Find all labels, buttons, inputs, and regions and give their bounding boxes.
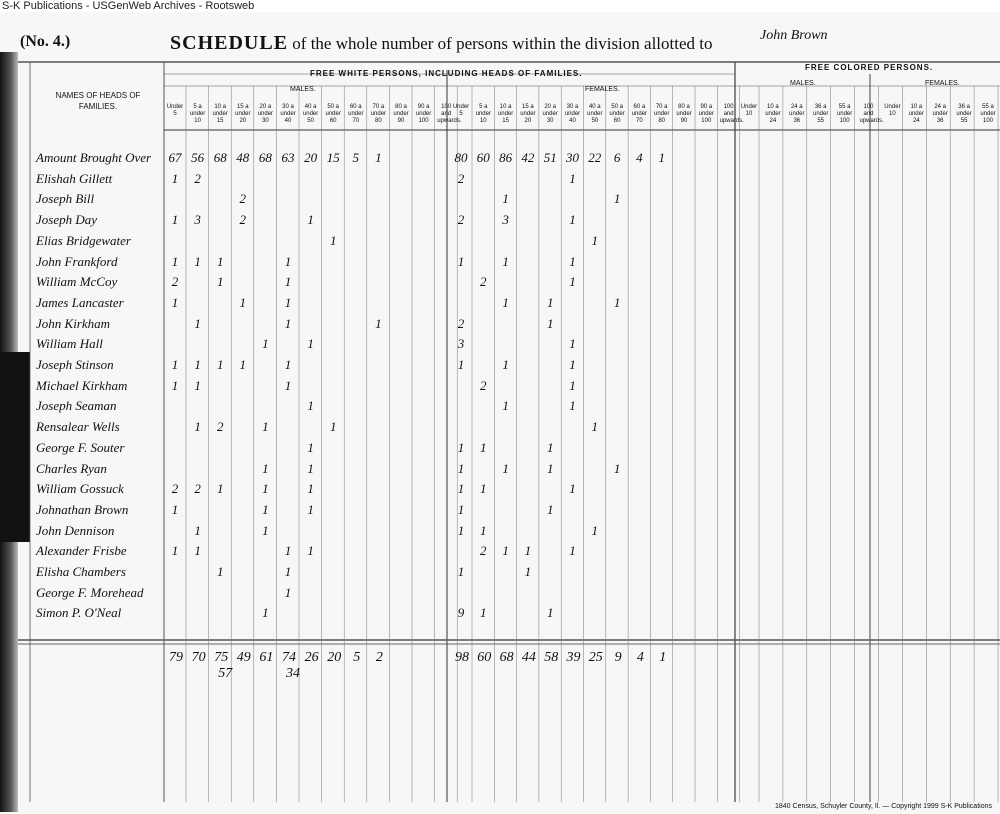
male-count: 1 xyxy=(307,336,314,352)
male-age-header: 50 a under 60 xyxy=(325,104,341,124)
family-head-name: Alexander Frisbe xyxy=(36,543,127,559)
male-count: 1 xyxy=(262,522,269,538)
female-count: 51 xyxy=(543,150,557,165)
male-count: 1 xyxy=(262,419,269,435)
female-count: 2 xyxy=(457,170,465,186)
female-count: 2 xyxy=(457,212,465,228)
male-count: 1 xyxy=(284,315,292,331)
male-total: 74 xyxy=(282,650,296,665)
female-age-header: Under 5 xyxy=(452,104,470,117)
female-count: 22 xyxy=(588,150,602,165)
male-total: 20 xyxy=(327,650,342,665)
male-count: 56 xyxy=(191,150,205,165)
free-white-header: FREE WHITE PERSONS, INCLUDING HEADS OF FAMILIES. xyxy=(310,69,583,78)
schedule-rest: of the whole number of persons within the division allotted to xyxy=(292,34,713,53)
copyright-footer: 1840 Census, Schuyler County, Il. — Copyright 1999 S-K Publications xyxy=(775,803,992,810)
family-head-name: Elishah Gillett xyxy=(36,170,113,186)
family-head-name: James Lancaster xyxy=(36,294,124,310)
female-count: 1 xyxy=(546,439,554,455)
family-head-name: Charles Ryan xyxy=(36,460,107,476)
female-total: 58 xyxy=(544,650,559,665)
female-count: 1 xyxy=(569,543,576,559)
male-count: 1 xyxy=(307,460,314,476)
family-head-name: Joseph Seaman xyxy=(36,398,117,414)
female-count: 42 xyxy=(521,150,535,165)
male-total: 5 xyxy=(353,650,361,665)
male-age-header: 5 a under 10 xyxy=(189,104,206,124)
female-age-header: 15 a under 20 xyxy=(520,104,536,124)
male-count: 1 xyxy=(307,501,314,517)
male-count: 1 xyxy=(171,212,179,228)
male-count: 1 xyxy=(194,522,201,538)
female-total: 1 xyxy=(659,650,667,665)
female-age-header: 90 a under 100 xyxy=(698,104,714,124)
female-count: 1 xyxy=(502,294,509,310)
male-count: 1 xyxy=(171,170,179,186)
female-count: 1 xyxy=(546,605,554,621)
male-count: 1 xyxy=(194,419,201,435)
female-total: 68 xyxy=(499,650,514,665)
female-count: 1 xyxy=(591,522,599,538)
male-count: 2 xyxy=(171,481,179,497)
male-count: 1 xyxy=(307,212,314,228)
female-age-header: 5 a under 10 xyxy=(475,104,491,124)
male-age-header: 40 a under 50 xyxy=(302,104,319,124)
female-count: 1 xyxy=(569,377,576,393)
colored-age-header: 10 a under 24 xyxy=(908,104,924,124)
male-count: 1 xyxy=(262,501,269,517)
female-count: 1 xyxy=(546,501,554,517)
male-subtotal: 34 xyxy=(286,666,300,681)
female-count: 1 xyxy=(457,564,465,579)
family-head-name: John Dennison xyxy=(36,522,115,538)
female-count: 1 xyxy=(613,294,621,310)
female-age-header: 20 a under 30 xyxy=(542,104,558,124)
colored-age-header: 55 a under 100 xyxy=(980,104,996,124)
male-count: 1 xyxy=(329,232,337,248)
female-count: 1 xyxy=(480,605,487,621)
family-head-name: Michael Kirkham xyxy=(36,377,128,393)
male-count: 15 xyxy=(326,150,340,165)
white-males-header: MALES. xyxy=(290,86,316,93)
female-count: 1 xyxy=(457,501,465,517)
male-count: 1 xyxy=(194,543,201,559)
family-head-name: William Hall xyxy=(36,336,103,352)
female-count: 1 xyxy=(546,294,554,310)
male-count: 1 xyxy=(284,377,292,393)
male-count: 1 xyxy=(307,543,314,559)
male-count: 2 xyxy=(194,481,201,497)
male-count: 1 xyxy=(307,398,314,414)
male-count: 1 xyxy=(284,564,292,579)
male-count: 1 xyxy=(171,253,179,269)
female-count: 1 xyxy=(569,170,576,186)
female-count: 1 xyxy=(502,460,509,476)
male-age-header: 100 and upwards. xyxy=(437,104,462,124)
male-count: 48 xyxy=(236,150,250,165)
male-age-header: 15 a under 20 xyxy=(235,104,251,124)
male-count: 1 xyxy=(284,253,292,269)
colored-age-header: 55 a under 100 xyxy=(836,104,853,124)
male-count: 68 xyxy=(213,150,227,165)
female-count: 1 xyxy=(591,232,599,248)
female-count: 1 xyxy=(546,460,554,476)
female-count: 2 xyxy=(457,315,465,331)
male-count: 1 xyxy=(284,584,292,600)
male-count: 1 xyxy=(262,460,269,476)
female-count: 1 xyxy=(457,253,465,269)
male-count: 2 xyxy=(239,191,247,207)
female-count: 1 xyxy=(613,191,621,207)
female-age-header: 40 a under 50 xyxy=(587,104,603,124)
female-total: 60 xyxy=(477,650,492,665)
female-count: 2 xyxy=(480,377,487,393)
male-age-header: 20 a under 30 xyxy=(257,104,274,124)
female-count: 1 xyxy=(457,357,465,372)
family-head-name: Elias Bridgewater xyxy=(36,232,131,248)
male-count: 5 xyxy=(352,150,360,165)
male-age-header: 10 a under 15 xyxy=(212,104,228,124)
female-count: 1 xyxy=(480,481,487,497)
female-count: 1 xyxy=(569,253,576,269)
female-count: 6 xyxy=(613,150,621,165)
male-count: 1 xyxy=(194,377,201,393)
male-count: 2 xyxy=(171,274,179,290)
male-count: 1 xyxy=(262,605,269,621)
male-count: 1 xyxy=(239,357,247,372)
female-total: 4 xyxy=(636,650,644,665)
family-head-name: Rensalear Wells xyxy=(36,419,120,435)
family-head-name: George F. Morehead xyxy=(36,584,144,600)
male-count: 68 xyxy=(258,150,272,165)
male-count: 1 xyxy=(375,150,382,165)
family-head-name: Elisha Chambers xyxy=(36,564,126,579)
male-count: 3 xyxy=(194,212,201,228)
female-count: 1 xyxy=(457,481,465,497)
family-head-name: Simon P. O'Neal xyxy=(36,605,122,621)
male-count: 1 xyxy=(216,481,224,497)
male-count: 1 xyxy=(307,439,314,455)
window-title: S-K Publications - USGenWeb Archives - Rootsweb xyxy=(0,0,1000,12)
male-count: 1 xyxy=(171,543,179,559)
colored-age-header: Under 10 xyxy=(740,104,758,117)
male-age-header: 80 a under 90 xyxy=(393,104,409,124)
colored-age-header: 10 a under 24 xyxy=(765,104,781,124)
female-total: 9 xyxy=(614,650,622,665)
male-count: 1 xyxy=(262,481,269,497)
female-age-header: 30 a under 40 xyxy=(564,104,581,124)
male-age-header: 70 a under 80 xyxy=(370,104,387,124)
male-count: 67 xyxy=(168,150,182,165)
female-count: 1 xyxy=(658,150,665,165)
white-females-header: FEMALES. xyxy=(585,86,620,93)
male-count: 1 xyxy=(194,357,201,372)
male-subtotal: 57 xyxy=(218,666,233,681)
family-head-name: William McCoy xyxy=(36,274,118,290)
female-count: 86 xyxy=(499,150,513,165)
male-count: 63 xyxy=(281,150,295,165)
colored-age-header: 36 a under 55 xyxy=(813,104,829,124)
family-head-name: John Kirkham xyxy=(36,315,111,331)
female-count: 1 xyxy=(457,460,465,476)
male-count: 2 xyxy=(194,170,201,186)
family-head-name: Johnathan Brown xyxy=(36,501,129,517)
male-count: 1 xyxy=(284,294,292,310)
male-age-header: Under 5 xyxy=(166,104,184,117)
colored-age-header: 36 a under 55 xyxy=(956,104,972,124)
female-age-header: 100 and upwards. xyxy=(719,104,744,124)
male-count: 1 xyxy=(171,377,179,393)
male-count: 1 xyxy=(216,357,224,372)
female-count: 1 xyxy=(546,315,554,331)
female-count: 1 xyxy=(569,274,576,290)
male-age-header: 60 a under 70 xyxy=(348,104,364,124)
male-count: 2 xyxy=(216,419,224,435)
male-count: 1 xyxy=(216,564,224,579)
female-count: 1 xyxy=(502,357,509,372)
male-count: 1 xyxy=(216,253,224,269)
female-count: 1 xyxy=(502,543,509,559)
female-count: 1 xyxy=(569,336,576,352)
male-count: 1 xyxy=(171,294,179,310)
male-count: 1 xyxy=(284,274,292,290)
male-count: 1 xyxy=(284,543,292,559)
female-count: 9 xyxy=(457,605,465,621)
female-count: 1 xyxy=(457,522,465,538)
colored-age-header: 24 a under 36 xyxy=(789,104,805,124)
female-count: 1 xyxy=(480,522,487,538)
female-count: 1 xyxy=(457,439,465,455)
female-count: 1 xyxy=(569,398,576,414)
female-total: 25 xyxy=(588,650,603,665)
female-count: 3 xyxy=(502,212,509,228)
female-total: 44 xyxy=(521,650,536,665)
female-age-header: 10 a under 15 xyxy=(497,104,514,124)
female-count: 60 xyxy=(476,150,490,165)
female-count: 1 xyxy=(524,543,532,559)
names-column-header: NAMES OF HEADS OF FAMILIES. xyxy=(55,91,141,111)
free-colored-header: FREE COLORED PERSONS. xyxy=(805,63,934,72)
male-total: 2 xyxy=(375,650,383,665)
colored-age-header: 24 a under 36 xyxy=(932,104,948,124)
family-head-name: Amount Brought Over xyxy=(36,150,152,165)
female-count: 1 xyxy=(591,419,599,435)
female-count: 1 xyxy=(502,191,509,207)
family-head-name: George F. Souter xyxy=(36,439,125,455)
female-count: 1 xyxy=(613,460,621,476)
male-count: 1 xyxy=(329,419,337,435)
female-count: 80 xyxy=(454,150,468,165)
male-count: 2 xyxy=(239,212,247,228)
schedule-number: (No. 4.) xyxy=(20,33,71,50)
male-count: 1 xyxy=(239,294,247,310)
female-count: 2 xyxy=(480,274,487,290)
female-count: 1 xyxy=(569,481,576,497)
female-total: 98 xyxy=(455,650,469,665)
female-count: 1 xyxy=(524,564,532,579)
male-count: 20 xyxy=(304,150,318,165)
female-age-header: 70 a under 80 xyxy=(654,104,670,124)
male-total: 75 xyxy=(214,650,229,665)
male-total: 79 xyxy=(169,650,183,665)
schedule-word: SCHEDULE xyxy=(170,32,289,54)
male-count: 1 xyxy=(262,336,269,352)
female-count: 1 xyxy=(480,439,487,455)
female-count: 4 xyxy=(636,150,643,165)
male-total: 61 xyxy=(259,650,274,665)
male-count: 1 xyxy=(307,481,314,497)
female-count: 2 xyxy=(480,543,487,559)
male-count: 1 xyxy=(194,315,201,331)
colored-males-header: MALES. xyxy=(790,80,816,87)
male-count: 1 xyxy=(284,357,292,372)
family-head-name: William Gossuck xyxy=(36,481,124,497)
male-count: 1 xyxy=(171,357,179,372)
female-count: 30 xyxy=(566,150,579,165)
colored-females-header: FEMALES. xyxy=(925,80,960,87)
enumerator-name: John Brown xyxy=(760,28,828,43)
colored-age-header: Under 10 xyxy=(884,104,901,117)
female-count: 1 xyxy=(569,212,576,228)
male-count: 1 xyxy=(171,501,179,517)
female-age-header: 80 a under 90 xyxy=(676,104,692,124)
family-head-name: John Frankford xyxy=(36,253,118,269)
female-age-header: 50 a under 60 xyxy=(609,104,625,124)
male-total: 26 xyxy=(304,650,319,665)
family-head-name: Joseph Bill xyxy=(36,191,95,207)
female-count: 1 xyxy=(502,253,509,269)
family-head-name: Joseph Day xyxy=(36,212,98,228)
male-count: 1 xyxy=(216,274,224,290)
male-count: 1 xyxy=(375,315,382,331)
female-count: 1 xyxy=(502,398,509,414)
colored-age-header: 100 and upwards. xyxy=(859,104,884,124)
male-total: 49 xyxy=(236,650,251,665)
male-count: 1 xyxy=(194,253,201,269)
male-total: 70 xyxy=(191,650,206,665)
female-total: 39 xyxy=(566,650,581,665)
female-count: 1 xyxy=(569,357,576,372)
female-age-header: 60 a under 70 xyxy=(631,104,648,124)
female-count: 3 xyxy=(457,336,465,352)
male-age-header: 30 a under 40 xyxy=(280,104,296,124)
male-age-header: 90 a under 100 xyxy=(415,104,432,124)
family-head-name: Joseph Stinson xyxy=(36,357,114,372)
